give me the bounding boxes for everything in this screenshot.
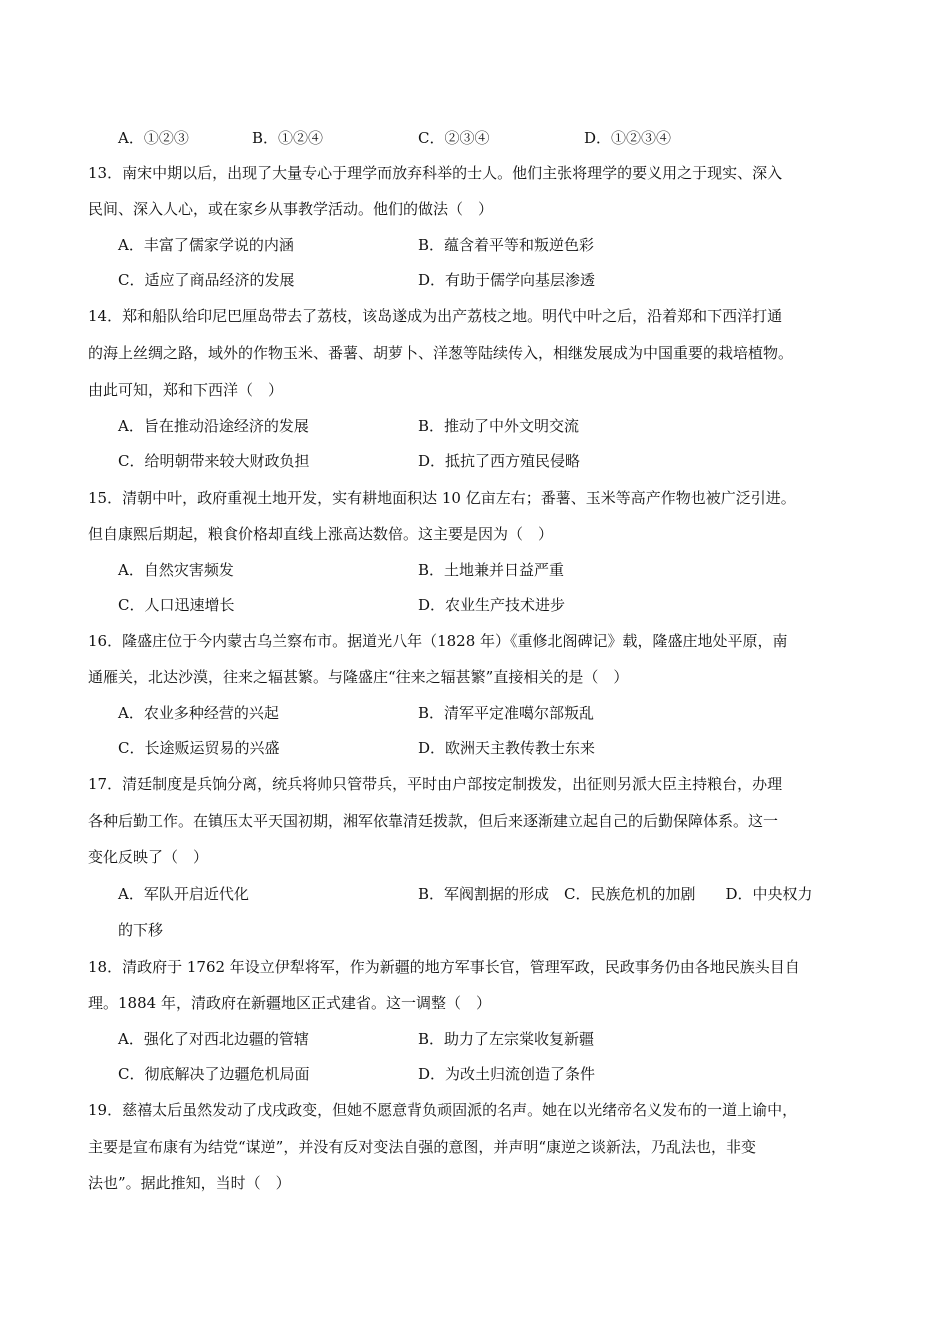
q17-stem-line1: 17．清廷制度是兵饷分离，统兵将帅只管带兵，平时由户部按定制拨发，出征则另派大臣主持粮台，办理 xyxy=(88,775,783,793)
q16-option-b: B．清军平定准噶尔部叛乱 xyxy=(418,704,595,722)
q15-stem-line2: 但自康熙后期起，粮食价格却直线上涨高达数倍。这主要是因为（ ） xyxy=(88,525,554,543)
q16-option-c: C．长途贩运贸易的兴盛 xyxy=(118,739,280,757)
q17-options-bcd: B．军阀割据的形成 C．民族危机的加剧 D．中央权力 xyxy=(418,885,813,903)
prev-option-a: A．①②③ xyxy=(118,129,189,147)
q18-option-a: A．强化了对西北边疆的管辖 xyxy=(118,1030,309,1048)
q18-option-b: B．助力了左宗棠收复新疆 xyxy=(418,1030,595,1048)
q14-stem-line1: 14．郑和船队给印尼巴厘岛带去了荔枝，该岛遂成为出产荔枝之地。明代中叶之后，沿着郑和下西洋打通 xyxy=(88,307,783,325)
prev-option-c: C．②③④ xyxy=(418,129,490,147)
q17-option-a: A．军队开启近代化 xyxy=(118,885,249,903)
q14-option-d: D．抵抗了西方殖民侵略 xyxy=(418,452,581,470)
q13-stem-line1: 13．南宋中期以后，出现了大量专心于理学而放弃科举的士人。他们主张将理学的要义用之于现实、深入 xyxy=(88,164,783,182)
q14-option-a: A．旨在推动沿途经济的发展 xyxy=(118,417,309,435)
q16-option-a: A．农业多种经营的兴起 xyxy=(118,704,279,722)
q15-option-c: C．人口迅速增长 xyxy=(118,596,235,614)
q13-stem-line2: 民间、深入人心，或在家乡从事教学活动。他们的做法（ ） xyxy=(88,200,494,218)
q18-option-c: C．彻底解决了边疆危机局面 xyxy=(118,1065,310,1083)
q13-option-d: D．有助于儒学向基层渗透 xyxy=(418,271,596,289)
q16-option-d: D．欧洲天主教传教士东来 xyxy=(418,739,596,757)
q19-stem-line3: 法也”。据此推知，当时（ ） xyxy=(88,1174,291,1192)
q19-stem-line1: 19．慈禧太后虽然发动了戊戌政变，但她不愿意背负顽固派的名声。她在以光绪帝名义发布的一道上谕中， xyxy=(88,1101,798,1119)
q14-stem-line3: 由此可知，郑和下西洋（ ） xyxy=(88,381,284,399)
q16-stem-line1: 16．隆盛庄位于今内蒙古乌兰察布市。据道光八年（1828 年）《重修北阁碑记》载，隆盛庄地处平原，南 xyxy=(88,632,788,650)
q15-option-a: A．自然灾害频发 xyxy=(118,561,234,579)
q14-stem-line2: 的海上丝绸之路，域外的作物玉米、番薯、胡萝卜、洋葱等陆续传入，相继发展成为中国重要的栽培植物。 xyxy=(88,344,794,362)
q14-option-b: B．推动了中外文明交流 xyxy=(418,417,580,435)
q17-stem-line2: 各种后勤工作。在镇压太平天国初期，湘军依靠清廷拨款，但后来逐渐建立起自己的后勤保障体系。这一 xyxy=(88,812,779,830)
q15-stem-line1: 15．清朝中叶，政府重视土地开发，实有耕地面积达 10 亿亩左右；番薯、玉米等高产作物也被广泛引进。 xyxy=(88,489,796,507)
q18-stem-line2: 理。1884 年，清政府在新疆地区正式建省。这一调整（ ） xyxy=(88,994,491,1012)
q17-option-d-continued: 的下移 xyxy=(118,921,164,939)
q19-stem-line2: 主要是宣布康有为结党“谋逆”，并没有反对变法自强的意图，并声明“康逆之谈新法，乃乱法也，非变 xyxy=(88,1138,757,1156)
q13-option-c: C．适应了商品经济的发展 xyxy=(118,271,295,289)
q18-stem-line1: 18．清政府于 1762 年设立伊犁将军，作为新疆的地方军事长官，管理军政，民政事务仍由各地民族头目自 xyxy=(88,958,800,976)
q13-option-b: B．蕴含着平等和叛逆色彩 xyxy=(418,236,595,254)
q17-stem-line3: 变化反映了（ ） xyxy=(88,848,209,866)
q15-option-b: B．土地兼并日益严重 xyxy=(418,561,565,579)
q16-stem-line2: 通雁关，北达沙漠，往来之辐甚繁。与隆盛庄“往来之辐甚繁”直接相关的是（ ） xyxy=(88,668,629,686)
q15-option-d: D．农业生产技术进步 xyxy=(418,596,566,614)
q13-option-a: A．丰富了儒家学说的内涵 xyxy=(118,236,294,254)
q14-option-c: C．给明朝带来较大财政负担 xyxy=(118,452,310,470)
q18-option-d: D．为改土归流创造了条件 xyxy=(418,1065,596,1083)
prev-option-d: D．①②③④ xyxy=(584,129,672,147)
prev-option-b: B．①②④ xyxy=(252,129,324,147)
